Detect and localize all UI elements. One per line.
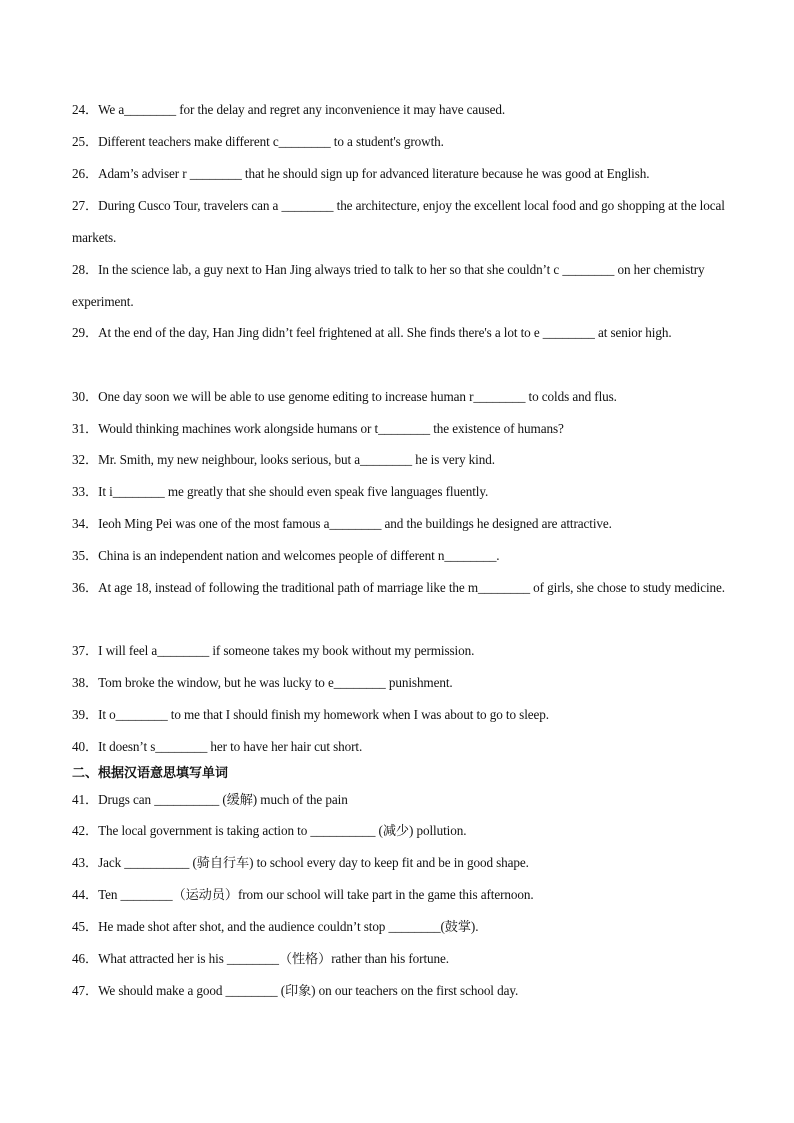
question-29: 29．At the end of the day, Han Jing didn’t feel frightened at all. She finds there's a lot to e ________ at senior high. (72, 325, 672, 340)
question-46: 46．What attracted her is his ________（性格）rather than his fortune. (72, 951, 449, 966)
question-26: 26．Adam’s adviser r ________ that he should sign up for advanced literature because he was good at English. (72, 166, 650, 181)
section-heading: 二、根据汉语意思填写单词 (72, 766, 229, 781)
question-30: 30．One day soon we will be able to use genome editing to increase human r________ to colds and flus. (72, 389, 617, 404)
question-47: 47．We should make a good ________ (印象) on our teachers on the first school day. (72, 983, 519, 998)
question-31: 31．Would thinking machines work alongside humans or t________ the existence of humans? (72, 421, 564, 436)
question-43: 43．Jack __________ (骑自行车) to school every day to keep fit and be in good shape. (72, 855, 529, 870)
question-32: 32．Mr. Smith, my new neighbour, looks serious, but a________ he is very kind. (72, 452, 495, 467)
question-27: 27．During Cusco Tour, travelers can a ________ the architecture, enjoy the excellent local food and go shopping at the local markets. (72, 198, 725, 245)
question-45: 45．He made shot after shot, and the audience couldn’t stop ________(鼓掌). (72, 919, 479, 934)
question-33: 33．It i________ me greatly that she should even speak five languages fluently. (72, 484, 489, 499)
question-35: 35．China is an independent nation and welcomes people of different n________. (72, 548, 500, 563)
question-42: 42．The local government is taking action to __________ (减少) pollution. (72, 823, 467, 838)
question-25: 25．Different teachers make different c________ to a student's growth. (72, 134, 444, 149)
question-44: 44．Ten ________（运动员）from our school will take part in the game this afternoon. (72, 887, 534, 902)
question-36: 36．At age 18, instead of following the traditional path of marriage like the m________ of girls, she chose to study medicine. (72, 580, 725, 595)
question-39: 39．It o________ to me that I should finish my homework when I was about to go to sleep. (72, 707, 549, 722)
question-38: 38．Tom broke the window, but he was lucky to e________ punishment. (72, 675, 453, 690)
question-34: 34．Ieoh Ming Pei was one of the most famous a________ and the buildings he designed are attractive. (72, 516, 612, 531)
question-41: 41．Drugs can __________ (缓解) much of the pain (72, 792, 348, 807)
question-24: 24．We a________ for the delay and regret any inconvenience it may have caused. (72, 102, 506, 117)
question-37: 37．I will feel a________ if someone takes my book without my permission. (72, 643, 475, 658)
question-40: 40．It doesn’t s________ her to have her hair cut short. (72, 739, 363, 754)
question-28: 28．In the science lab, a guy next to Han Jing always tried to talk to her so that she couldn’t c ________ on her chemistry experiment. (72, 262, 705, 309)
